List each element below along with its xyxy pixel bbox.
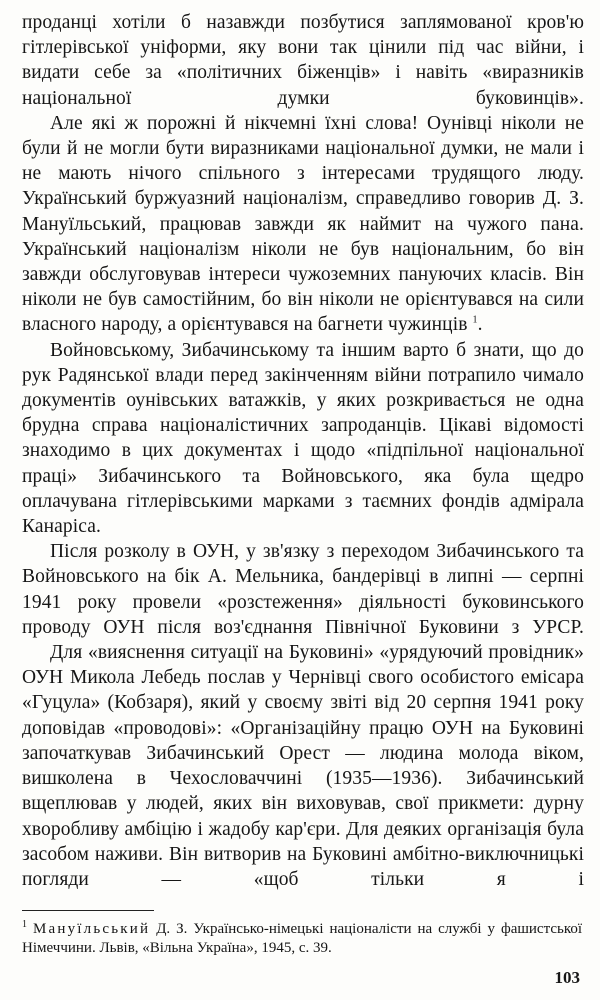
footnote-mark: 1 bbox=[22, 919, 27, 930]
paragraph-5-text: Для «вияснення ситуації на Буковині» «урядуючий провідник» ОУН Микола Лебедь послав у Чернівці свого особистого емісара «Гуцула» (Кобзаря), який у своєму звіті від 20 серпня 1941 року доповідав «проводові»: «Організаційну працю ОУН на Буковині започаткував Зибачинський Орест — людина молода віком, вишколена в Чехословаччині (1935—1936). Зибачинський вщеплював у людей, яких він виховував, свої прикмети: дурну хворобливу амбіцію і жадобу кар'єри. Для деяких організація була засобом наживи. Він витворив на Буковині амбітно-виключницькі погляди — «щоб тільки я і bbox=[22, 642, 584, 890]
paragraph-2: Але які ж порожні й нікчемні їхні слова! Оунівці ніколи не були й не могли бути виразниками національної думки, не мали і не мають нічого спільного з інтересами трудящого люду. Український буржуазний націоналізм, справедливо говорив Д. З. Мануїльський, працював завжди як наймит на чужого пана. Український націоналізм ніколи не був національним, бо він завжди обслуговував інтереси чужоземних пануючих класів. Він ніколи не був самостійним, бо він ніколи не орієнтувався на сили власного народу, а орієнтувався на багнети чужинців $^1$. bbox=[22, 112, 584, 336]
footnote-author: Мануїльський bbox=[32, 921, 151, 937]
footnote-divider bbox=[22, 910, 154, 911]
paragraph-1-text: проданці хотіли б назавжди позбутися заплямованої кров'ю гітлерівської уніформи, яку вони так цінили під час війни, і видати себе за «політичних біженців» і навіть «виразників національної думки буковинців». bbox=[22, 12, 584, 109]
paragraph-4-text: Після розколу в ОУН, у зв'язку з переходом Зибачинського та Войновського на бік А. Мельника, бандерівці в липні — серпні 1941 року провели «розстеження» діяльності буковинського проводу ОУН після воз'єднання Північної Буковини з УРСР. bbox=[22, 541, 584, 638]
body-text bbox=[22, 10, 584, 892]
paragraph-5 bbox=[22, 640, 584, 892]
footnote-reference[interactable]: 1 bbox=[472, 314, 478, 326]
footnote bbox=[22, 920, 582, 958]
page-number: 103 bbox=[554, 968, 580, 987]
footnote-text: Д. З. Українсько-німецькі націоналісти на службі у фашистської Німеччини. Львів, «Вільна Україна», 1945, с. 39. bbox=[22, 921, 583, 956]
paragraph-4 bbox=[22, 539, 584, 640]
paragraph-2-text: Але які ж порожні й нікчемні їхні слова! Оунівці ніколи не були й не могли бути виразниками національної думки, не мали і не мають нічого спільного з інтересами трудящого люду. Український буржуазний націоналізм, справедливо говорив Д. З. Мануїльський, працював завжди як наймит на чужого пана. Український націоналізм ніколи не був національним, бо він завжди обслуговував інтереси чужоземних пануючих класів. Він ніколи не був самостійним, бо він ніколи не орієнтувався на сили власного народу, а орієнтувався на багнети чужинців bbox=[22, 112, 584, 336]
paragraph-3-text: Войновському, Зибачинському та іншим варто б знати, що до рук Радянської влади перед закінченням війни потрапило чимало документів оунівських ватажків, у яких розкривається не одна брудна справа націоналістичних запроданців. Цікаві відомості знаходимо в цих документах і щодо «підпільної національної праці» Зибачинського та Войновського, яка була щедро оплачувана гітлерівськими марками з таємних фондів адмірала Канаріса. bbox=[22, 339, 584, 538]
paragraph-3 bbox=[22, 338, 584, 540]
paragraph-1 bbox=[22, 10, 584, 111]
